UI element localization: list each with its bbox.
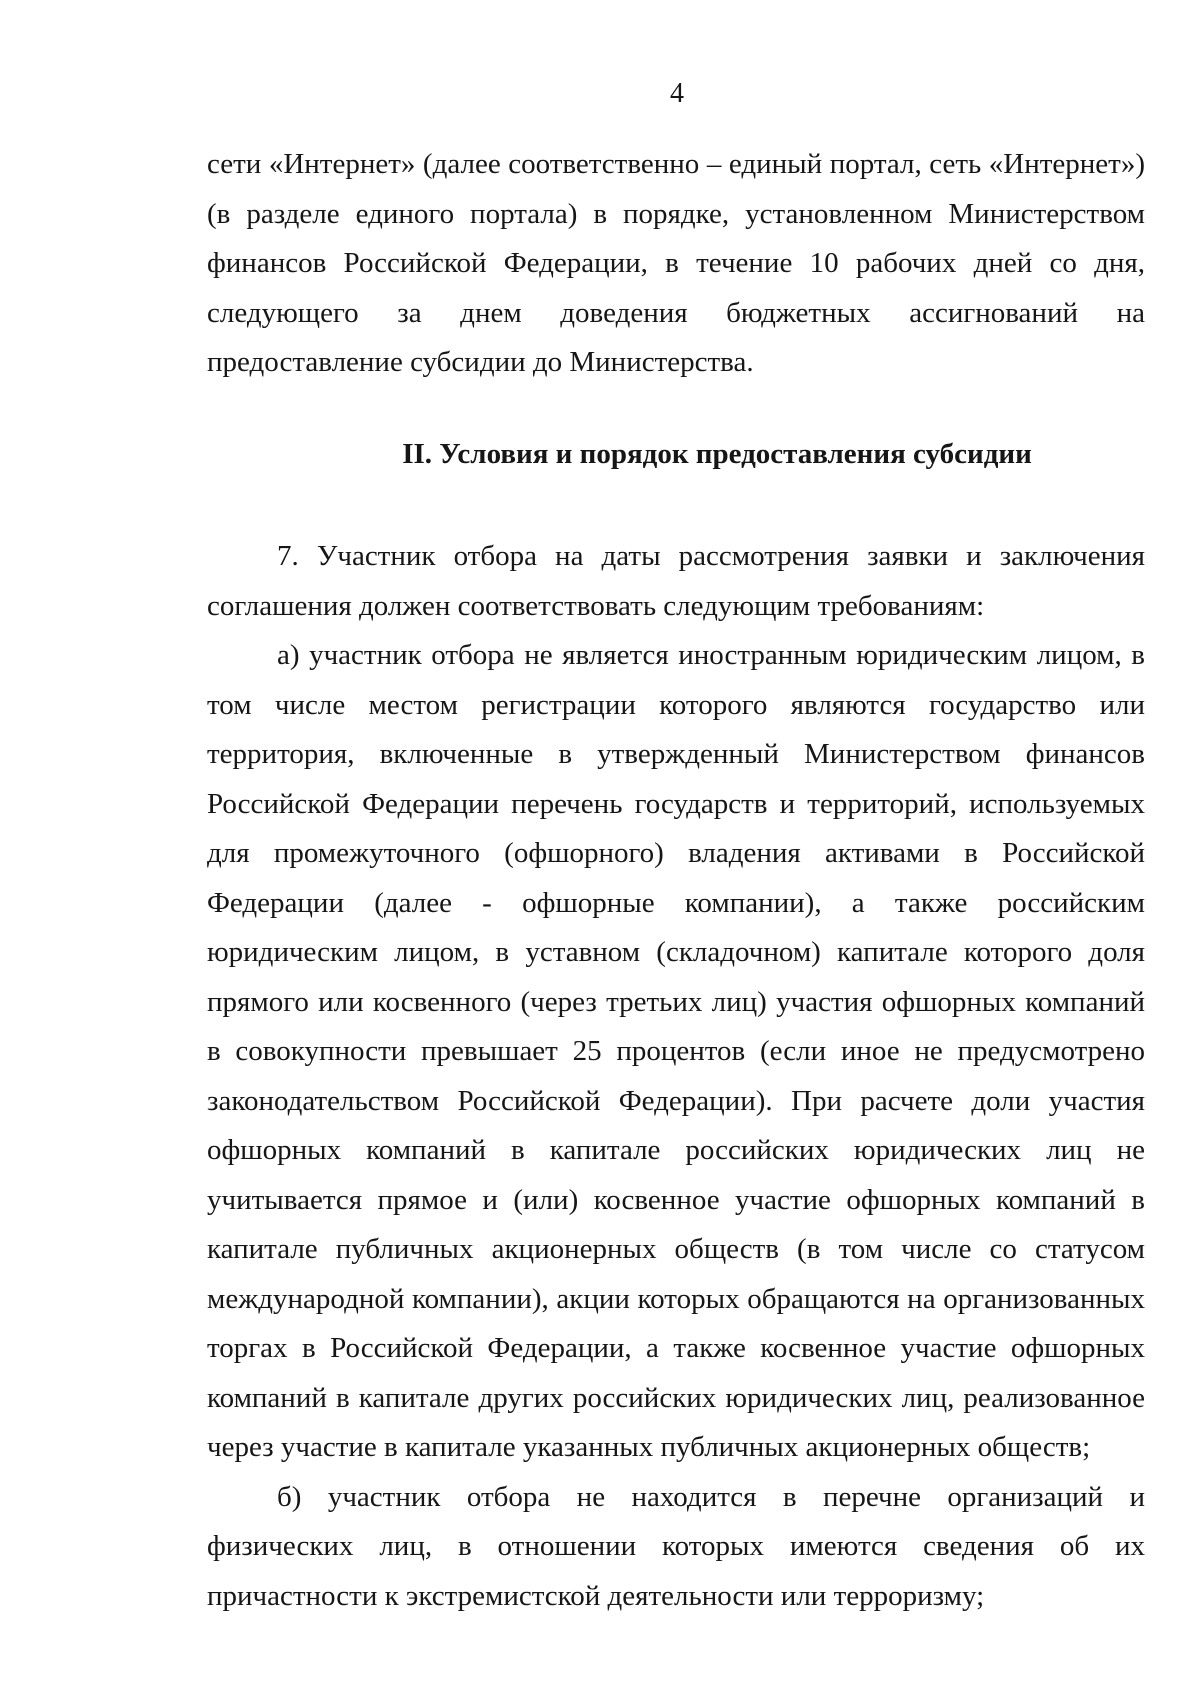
section-heading: II. Условия и порядок предоставления субсидии [402, 438, 1032, 470]
intro-paragraph: сети «Интернет» (далее соответственно – единый портал, сеть «Интернет») (в разделе единого портала) в порядке, установленном Министерством финансов Российской Федерации, в течение 10 рабочих дней со дня, следующего за днем доведения бюджетных ассигнований на предоставление субсидии до Министерства. [207, 148, 1145, 378]
requirements-block [207, 532, 1145, 1621]
item-b: б) участник отбора не находится в перечне организаций и физических лиц, в отношении которых имеются сведения об их причастности к экстремистской деятельности или терроризму; [207, 1480, 1145, 1612]
intro-block [207, 140, 1145, 388]
page-number: 4 [670, 78, 684, 109]
item-a: а) участник отбора не является иностранным юридическим лицом, в том числе местом регистрации которого являются государство или территория, включенные в утвержденный Министерством финансов Российской Федерации перечень государств и территорий, используемых для промежуточного (офшорного) владения активами в Российской Федерации (далее - офшорные компании), а также российским юридическим лицом, в уставном (складочном) капитале которого доля прямого или косвенного (через третьих лиц) участия офшорных компаний в совокупности превышает 25 процентов (если иное не предусмотрено законодательством Российской Федерации). При расчете доли участия офшорных компаний в капитале российских юридических лиц не учитывается прямое и (или) косвенное участие офшорных компаний в капитале публичных акционерных обществ (в том числе со статусом международной компании), акции которых обращаются на организованных торгах в Российской Федерации, а также косвенное участие офшорных компаний в капитале других российских юридических лиц, реализованное через участие в капитале указанных публичных акционерных обществ; [207, 639, 1145, 1463]
paragraph-7: 7. Участник отбора на даты рассмотрения заявки и заключения соглашения должен соответствовать следующим требованиям: [207, 540, 1145, 622]
